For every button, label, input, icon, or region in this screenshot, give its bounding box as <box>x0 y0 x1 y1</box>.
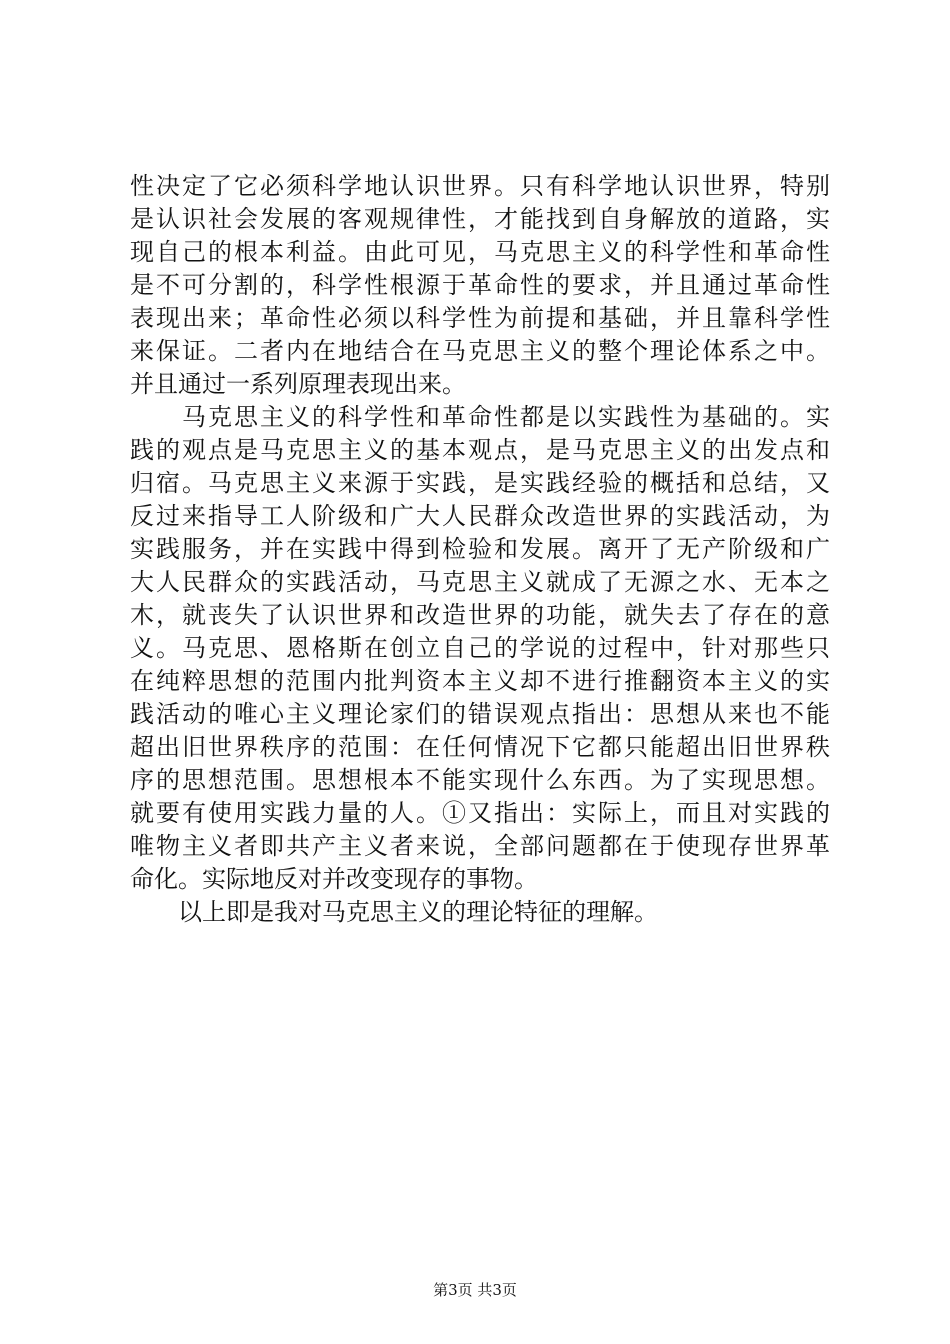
text-line: 性决定了它必须科学地认识世界。只有科学地认识世界，特别 <box>130 172 830 200</box>
text-line: 是不可分割的，科学性根源于革命性的要求，并且通过革命性 <box>130 271 830 299</box>
text-line: 以上即是我对马克思主义的理论特征的理解。 <box>130 898 658 926</box>
text-line: 唯物主义者即共产主义者来说，全部问题都在于使现存世界革 <box>130 832 830 860</box>
text-line: 命化。实际地反对并改变现存的事物。 <box>130 865 538 893</box>
text-line: 义。马克思、恩格斯在创立自己的学说的过程中，针对那些只 <box>130 634 830 662</box>
text-line: 序的思想范围。思想根本不能实现什么东西。为了实现思想。 <box>130 766 830 794</box>
text-line: 践活动的唯心主义理论家们的错误观点指出：思想从来也不能 <box>130 700 830 728</box>
text-line: 表现出来；革命性必须以科学性为前提和基础，并且靠科学性 <box>130 304 830 332</box>
text-line: 大人民群众的实践活动，马克思主义就成了无源之水、无本之 <box>130 568 830 596</box>
text-line: 归宿。马克思主义来源于实践，是实践经验的概括和总结，又 <box>130 469 830 497</box>
text-line: 是认识社会发展的客观规律性，才能找到自身解放的道路，实 <box>130 205 830 233</box>
body-text <box>130 170 830 929</box>
text-line: 并且通过一系列原理表现出来。 <box>130 370 466 398</box>
text-line: 现自己的根本利益。由此可见，马克思主义的科学性和革命性 <box>130 238 830 266</box>
text-line: 在纯粹思想的范围内批判资本主义却不进行推翻资本主义的实 <box>130 667 830 695</box>
text-line: 来保证。二者内在地结合在马克思主义的整个理论体系之中。 <box>130 337 830 365</box>
text-line: 实践服务，并在实践中得到检验和发展。离开了无产阶级和广 <box>130 535 830 563</box>
text-line: 超出旧世界秩序的范围：在任何情况下它都只能超出旧世界秩 <box>130 733 830 761</box>
page-footer: 第3页 共3页 <box>433 1281 517 1299</box>
text-line: 就要有使用实践力量的人。①又指出：实际上，而且对实践的 <box>130 799 830 827</box>
text-line: 践的观点是马克思主义的基本观点，是马克思主义的出发点和 <box>130 436 830 464</box>
text-line: 马克思主义的科学性和革命性都是以实践性为基础的。实 <box>130 403 830 431</box>
text-line: 木，就丧失了认识世界和改造世界的功能，就失去了存在的意 <box>130 601 830 629</box>
text-line: 反过来指导工人阶级和广大人民群众改造世界的实践活动，为 <box>130 502 830 530</box>
